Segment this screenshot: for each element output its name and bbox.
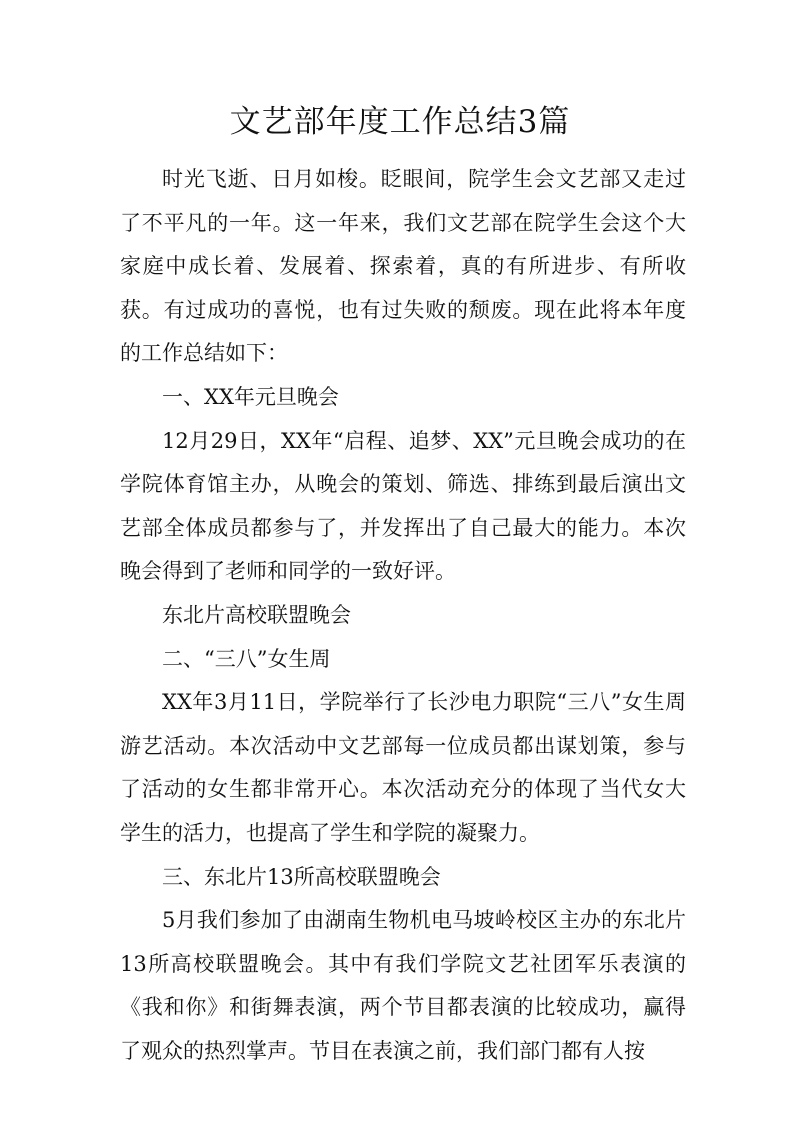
section-heading-3: 三、东北片13所高校联盟晚会 (162, 864, 441, 889)
paragraph-womens-week: XX年3月11日，学院举行了长沙电力职院“三八”女生周游艺活动。本次活动中文艺部每一位成员都出谋划策，参与了活动的女生都非常开心。本次活动充分的体现了当代女大学生的活力，也提高了学生和学院的凝聚力。 (120, 690, 686, 845)
paragraph-intro: 时光飞逝、日月如梭。眨眼间，院学生会文艺部又走过了不平凡的一年。这一年来，我们文艺部在院学生会这个大家庭中成长着、发展着、探索着，真的有所进步、有所收获。有过成功的喜悦，也有过失败的颓废。现在此将本年度的工作总结如下： (120, 167, 686, 366)
subheading-northeast-gala: 东北片高校联盟晚会 (162, 602, 351, 627)
paragraph-alliance-gala: 5月我们参加了由湖南生物机电马坡岭校区主办的东北片13所高校联盟晚会。其中有我们学院文艺社团军乐表演的《我和你》和街舞表演，两个节目都表演的比较成功，赢得了观众的热烈掌声。节目在表演之前，我们部门都有人按 (120, 908, 686, 1063)
paragraph-new-year-gala: 12月29日，XX年“启程、追梦、XX”元旦晚会成功的在学院体育馆主办，从晚会的策划、筛选、排练到最后演出文艺部全体成员都参与了，并发挥出了自己最大的能力。本次晚会得到了老师和同学的一致好评。 (120, 428, 686, 584)
section-heading-1: 一、XX年元旦晚会 (162, 384, 339, 409)
section-heading-2: 二、“三八”女生周 (162, 646, 331, 671)
document-body (120, 158, 686, 1073)
document-title: 文艺部年度工作总结3篇 (229, 104, 571, 140)
